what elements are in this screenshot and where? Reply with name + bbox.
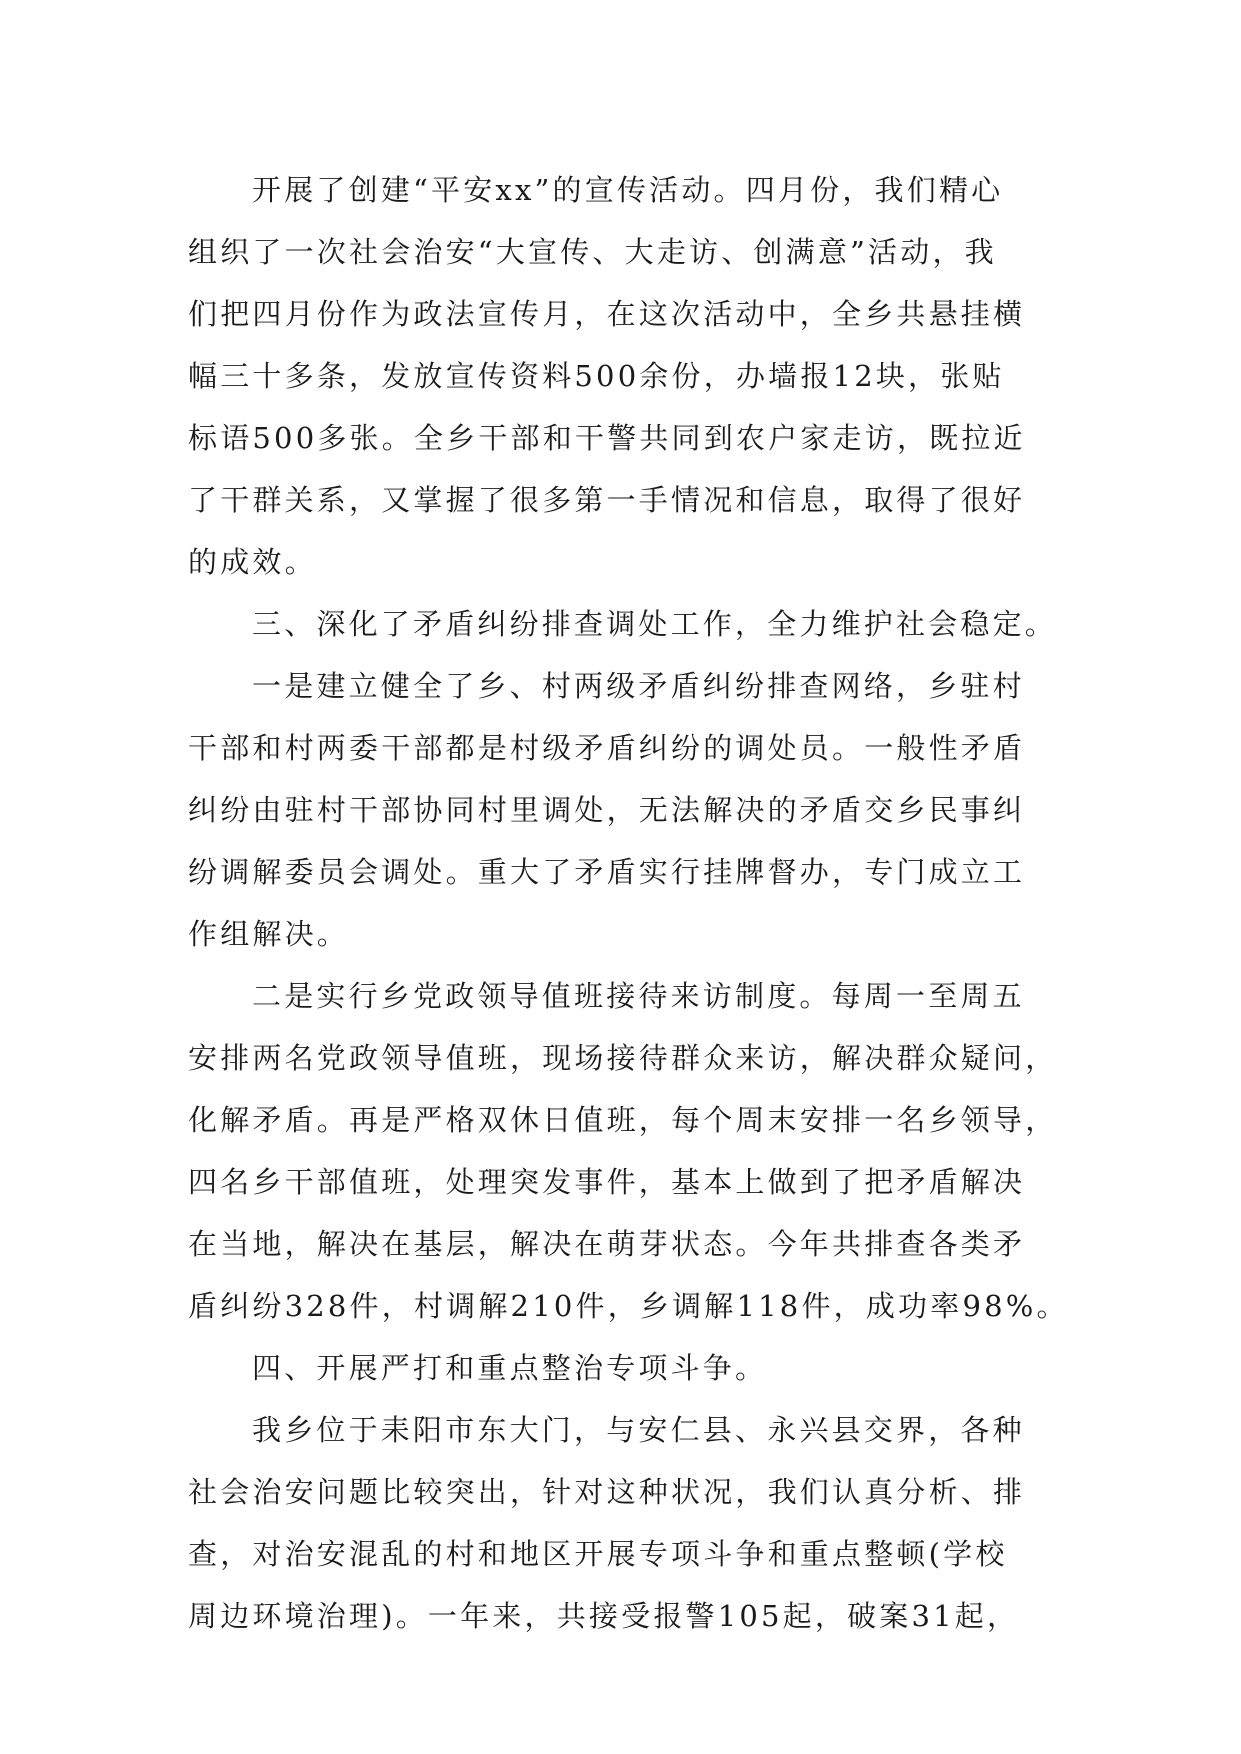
paragraph-publicity-activities [188, 159, 1058, 593]
section-heading-3 [188, 593, 1058, 655]
paragraph-crackdown [188, 1399, 1058, 1647]
text-line: 化解矛盾。再是严格双休日值班，每个周末安排一名乡领导， [188, 1103, 1058, 1137]
text-line: 的成效。 [188, 545, 317, 579]
text-line: 作组解决。 [188, 917, 350, 951]
document-body [188, 159, 1069, 1647]
text-line: 开展了创建“平安xx”的宣传活动。四月份，我们精心 [252, 173, 1004, 207]
text-line: 标语500多张。全乡干部和干警共同到农户家走访，既拉近 [188, 421, 1026, 455]
text-line: 在当地，解决在基层，解决在萌芽状态。今年共排查各类矛 [188, 1227, 1026, 1261]
text-line: 社会治安问题比较突出，针对这种状况，我们认真分析、排 [188, 1475, 1026, 1509]
text-line: 干部和村两委干部都是村级矛盾纠纷的调处员。一般性矛盾 [188, 731, 1026, 765]
section-heading-4 [188, 1337, 1058, 1399]
text-line: 查，对治安混乱的村和地区开展专项斗争和重点整顿(学校 [188, 1537, 1008, 1571]
text-line: 二是实行乡党政领导值班接待来访制度。每周一至周五 [252, 979, 1025, 1013]
text-line: 了干群关系，又掌握了很多第一手情况和信息，取得了很好 [188, 483, 1026, 517]
paragraph-dispute-network [188, 655, 1058, 965]
text-line: 安排两名党政领导值班，现场接待群众来访，解决群众疑问， [188, 1041, 1058, 1075]
paragraph-duty-system [188, 965, 1069, 1337]
text-line: 幅三十多条，发放宣传资料500余份，办墙报12块，张贴 [188, 359, 1005, 393]
text-line: 四名乡干部值班，处理突发事件，基本上做到了把矛盾解决 [188, 1165, 1026, 1199]
text-line: 一是建立健全了乡、村两级矛盾纠纷排查网络，乡驻村 [252, 669, 1025, 703]
text-line: 盾纠纷328件，村调解210件，乡调解118件，成功率98%。 [188, 1289, 1069, 1323]
text-line: 纠纷由驻村干部协同村里调处，无法解决的矛盾交乡民事纠 [188, 793, 1026, 827]
text-line: 们把四月份作为政法宣传月，在这次活动中，全乡共悬挂横 [188, 297, 1026, 331]
text-line: 纷调解委员会调处。重大了矛盾实行挂牌督办，专门成立工 [188, 855, 1026, 889]
text-line: 周边环境治理)。一年来，共接受报警105起，破案31起， [188, 1599, 1020, 1633]
text-line: 组织了一次社会治安“大宣传、大走访、创满意”活动，我 [188, 235, 997, 269]
text-line: 我乡位于耒阳市东大门，与安仁县、永兴县交界，各种 [252, 1413, 1025, 1447]
text-line: 四、开展严打和重点整治专项斗争。 [252, 1351, 768, 1385]
text-line: 三、深化了矛盾纠纷排查调处工作，全力维护社会稳定。 [252, 607, 1058, 641]
